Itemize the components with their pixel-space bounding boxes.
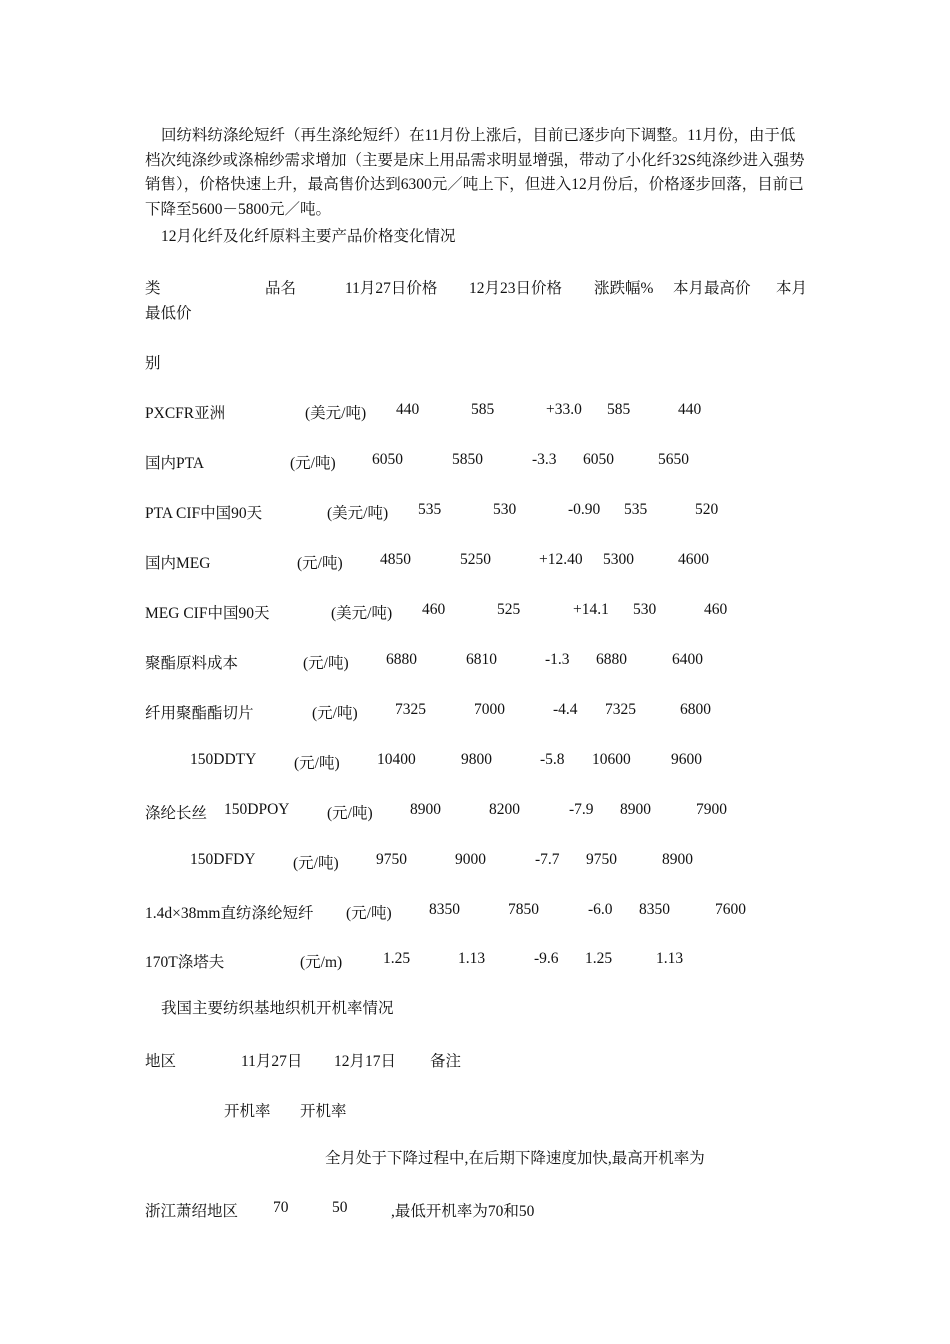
row-nov27: 6880 xyxy=(386,651,417,668)
row-dec23: 9000 xyxy=(455,851,486,868)
row-name: 国内PTA xyxy=(145,455,205,472)
row-change: -4.4 xyxy=(553,701,578,718)
loom-row-region: 浙江萧绍地区 xyxy=(145,1203,239,1220)
row-change: -7.9 xyxy=(569,801,594,818)
row-name: MEG CIF中国90天 xyxy=(145,605,270,622)
row-dec23: 525 xyxy=(497,601,521,618)
row-unit: (元/吨) xyxy=(293,855,339,872)
row-high: 5300 xyxy=(603,551,634,568)
header-change: 涨跌幅% xyxy=(594,280,654,297)
row-high: 535 xyxy=(624,501,648,518)
row-unit: (元/吨) xyxy=(303,655,349,672)
row-nov27: 6050 xyxy=(372,451,403,468)
row-name: 150DPOY xyxy=(224,801,290,818)
header-name: 品名 xyxy=(265,280,297,297)
row-category: 涤纶长丝 xyxy=(145,805,208,822)
row-unit: (美元/吨) xyxy=(331,605,393,622)
row-dec23: 7850 xyxy=(508,901,539,918)
row-high: 9750 xyxy=(586,851,617,868)
row-low: 7600 xyxy=(715,901,746,918)
row-change: -5.8 xyxy=(540,751,565,768)
row-change: -9.6 xyxy=(534,950,559,967)
header-category: 类 xyxy=(145,280,161,297)
row-low: 460 xyxy=(704,601,728,618)
row-change: -0.90 xyxy=(568,501,601,518)
loom-row-dec17: 50 xyxy=(332,1199,348,1216)
row-nov27: 4850 xyxy=(380,551,411,568)
header-nov27: 11月27日价格 xyxy=(345,280,438,297)
row-unit: (元/吨) xyxy=(294,755,340,772)
row-change: +12.40 xyxy=(539,551,583,568)
row-dec23: 8200 xyxy=(489,801,520,818)
loom-header-nov27: 11月27日 xyxy=(241,1053,303,1070)
row-low: 8900 xyxy=(662,851,693,868)
row-dec23: 5250 xyxy=(460,551,491,568)
row-change: -7.7 xyxy=(535,851,560,868)
row-dec23: 5850 xyxy=(452,451,483,468)
header-low: 本月 xyxy=(776,280,808,297)
row-low: 4600 xyxy=(678,551,709,568)
row-high: 8900 xyxy=(620,801,651,818)
intro-paragraph: 回纺料纺涤纶短纤（再生涤纶短纤）在11月份上涨后，目前已逐步向下调整。11月份，由于低档次纯涤纱或涤棉纱需求增加（主要是床上用品需求明显增强，带动了小化纤32S纯涤纱进入强势销售），价格快速上升，最高售价达到6300元／吨上下，但进入12月份后，价格逐步回落，目前已下降至5600－5800元／吨。 xyxy=(145,127,805,218)
row-name: PTA CIF中国90天 xyxy=(145,505,263,522)
row-nov27: 535 xyxy=(418,501,442,518)
loom-header-note: 备注 xyxy=(430,1053,462,1070)
row-name: 1.4d×38mm直纺涤纶短纤 xyxy=(145,905,314,922)
row-low: 7900 xyxy=(696,801,727,818)
loom-header-rate-dec: 开机率 xyxy=(300,1103,347,1120)
row-low: 6800 xyxy=(680,701,711,718)
row-dec23: 6810 xyxy=(466,651,497,668)
loom-header-dec17: 12月17日 xyxy=(334,1053,397,1070)
row-unit: (美元/吨) xyxy=(327,505,389,522)
row-high: 6880 xyxy=(596,651,627,668)
row-change: -6.0 xyxy=(588,901,613,918)
row-nov27: 10400 xyxy=(377,751,416,768)
row-change: +14.1 xyxy=(573,601,609,618)
loom-row-note: ,最低开机率为70和50 xyxy=(391,1203,535,1220)
row-nov27: 9750 xyxy=(376,851,407,868)
row-low: 9600 xyxy=(671,751,702,768)
row-change: +33.0 xyxy=(546,401,582,418)
loom-note-line: 全月处于下降过程中,在后期下降速度加快,最高开机率为 xyxy=(325,1150,705,1167)
row-low: 520 xyxy=(695,501,719,518)
price-table-title: 12月化纤及化纤原料主要产品价格变化情况 xyxy=(161,228,456,245)
header-dec23: 12月23日价格 xyxy=(469,280,563,297)
row-dec23: 585 xyxy=(471,401,495,418)
row-change: -1.3 xyxy=(545,651,570,668)
row-nov27: 8350 xyxy=(429,901,460,918)
row-nov27: 460 xyxy=(422,601,446,618)
row-nov27: 440 xyxy=(396,401,420,418)
row-unit: (元/吨) xyxy=(297,555,343,572)
row-name: 国内MEG xyxy=(145,555,211,572)
row-unit: (元/吨) xyxy=(312,705,358,722)
row-low: 5650 xyxy=(658,451,689,468)
loom-section-title: 我国主要纺织基地织机开机率情况 xyxy=(161,1000,394,1017)
loom-header-rate-nov: 开机率 xyxy=(224,1103,271,1120)
row-unit: (元/吨) xyxy=(346,905,392,922)
row-low: 440 xyxy=(678,401,702,418)
row-unit: (元/吨) xyxy=(290,455,336,472)
row-nov27: 8900 xyxy=(410,801,441,818)
row-dec23: 1.13 xyxy=(458,950,486,967)
row-dec23: 530 xyxy=(493,501,517,518)
header-high: 本月最高价 xyxy=(673,280,751,297)
loom-header-region: 地区 xyxy=(145,1053,177,1070)
row-high: 6050 xyxy=(583,451,614,468)
row-high: 530 xyxy=(633,601,657,618)
row-name: 170T涤塔夫 xyxy=(145,954,225,971)
row-unit: (元/m) xyxy=(300,954,343,971)
row-dec23: 7000 xyxy=(474,701,505,718)
loom-row-nov27: 70 xyxy=(273,1199,289,1216)
row-name: 150DDTY xyxy=(190,751,257,768)
row-change: -3.3 xyxy=(532,451,557,468)
row-name: 纤用聚酯酯切片 xyxy=(145,705,254,722)
row-high: 10600 xyxy=(592,751,631,768)
row-high: 7325 xyxy=(605,701,636,718)
row-nov27: 7325 xyxy=(395,701,426,718)
row-low: 1.13 xyxy=(656,950,684,967)
row-dec23: 9800 xyxy=(461,751,492,768)
row-nov27: 1.25 xyxy=(383,950,411,967)
row-unit: (美元/吨) xyxy=(305,405,367,422)
row-high: 8350 xyxy=(639,901,670,918)
row-high: 585 xyxy=(607,401,631,418)
row-unit: (元/吨) xyxy=(327,805,373,822)
row-name: 150DFDY xyxy=(190,851,256,868)
row-name: 聚酯原料成本 xyxy=(145,655,239,672)
header-category-wrap: 别 xyxy=(145,355,161,372)
header-low-wrap: 最低价 xyxy=(145,305,192,322)
row-high: 1.25 xyxy=(585,950,613,967)
row-low: 6400 xyxy=(672,651,703,668)
row-name: PXCFR亚洲 xyxy=(145,405,226,422)
